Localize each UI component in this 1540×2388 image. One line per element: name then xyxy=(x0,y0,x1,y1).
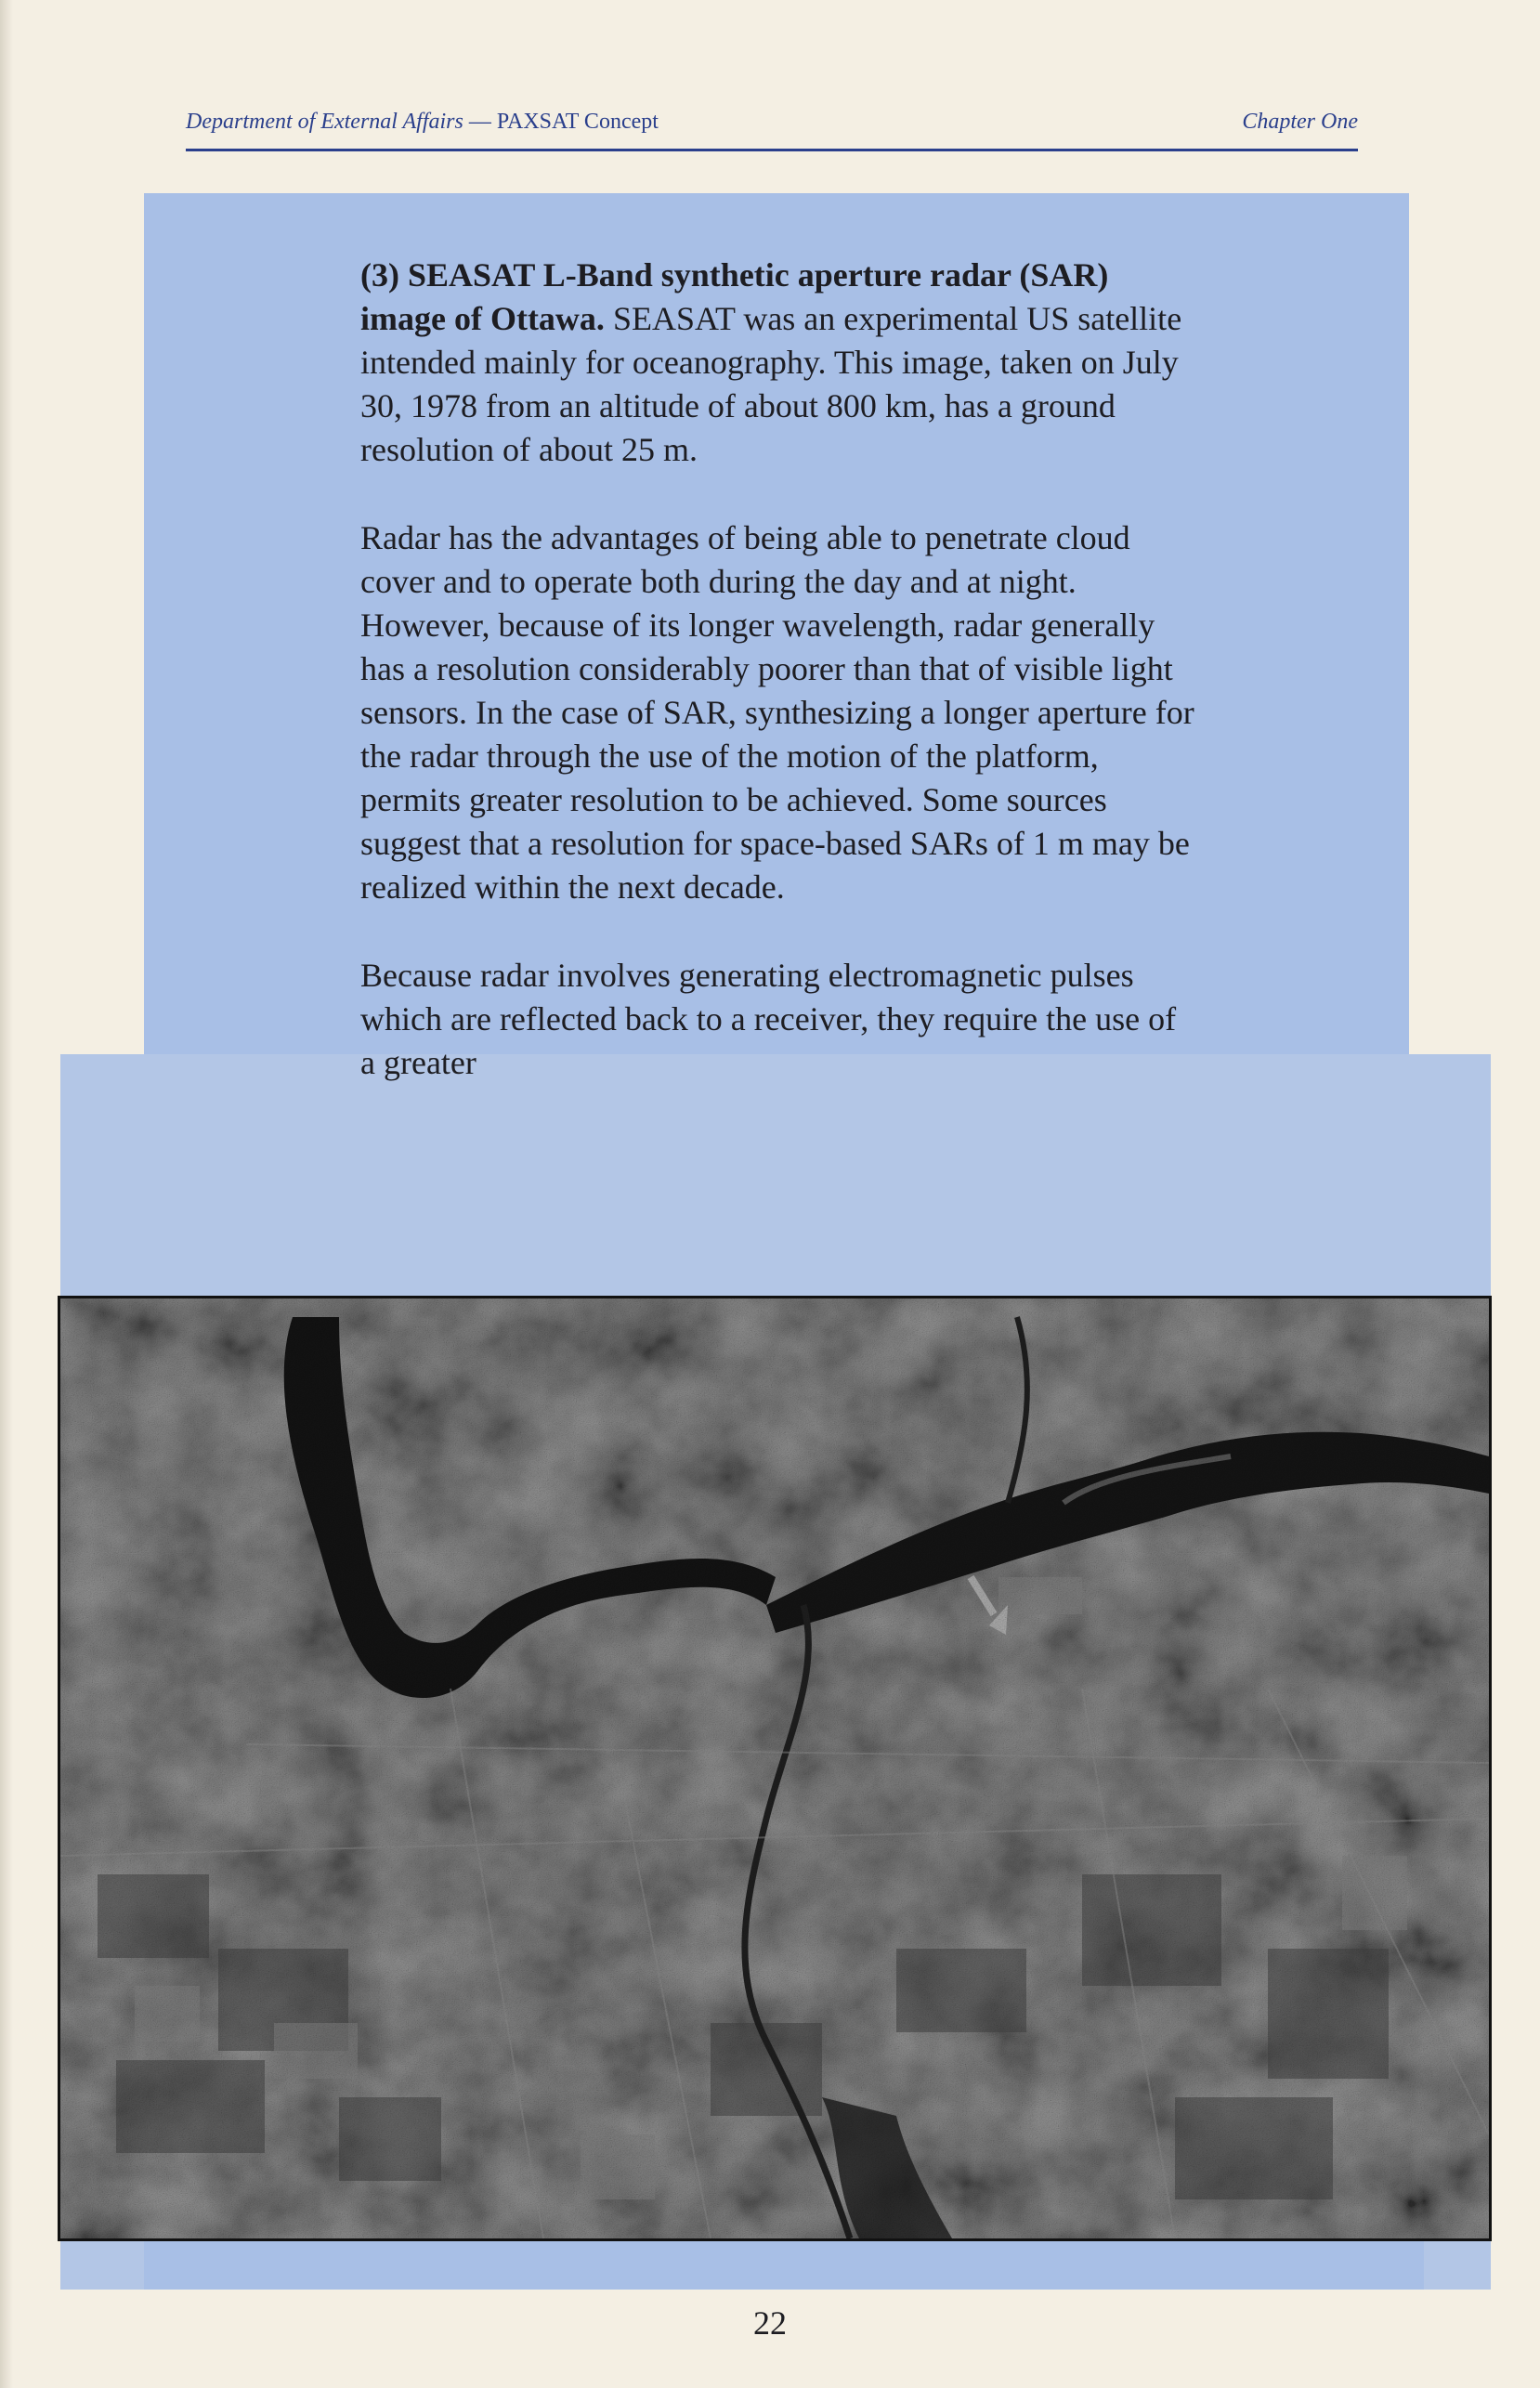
sar-image-ottawa xyxy=(58,1296,1492,2241)
speckle-noise xyxy=(60,1298,1489,2238)
page-number: 22 xyxy=(753,2304,787,2342)
paragraph-radar-advantages: Radar has the advantages of being able to penetrate cloud cover and to operate both during the day and at night. However, because of its longer wavelength, radar generally has a resolution considerably poorer than that of visible light sensors. In the case of SAR, synthesizing a longer aperture for the radar through the use of the motion of the platform, permits greater resolution to be achieved. Some sources suggest that a resolution for space-based SARs of 1 m may be realized within the next decade. xyxy=(360,519,1194,906)
page-edge xyxy=(0,0,13,2388)
text-block xyxy=(360,254,1196,1129)
caption-lead: (3) SEASAT L-Band synthetic aperture radar (SAR) image of Ottawa. xyxy=(360,256,1109,337)
caption-body: SEASAT was an experimental US satellite intended mainly for oceanography. This image, taken on July 30, 1978 from an altitude of about 800 km, has a ground resolution of about 25 m. xyxy=(360,300,1182,468)
sar-image-graphic xyxy=(60,1298,1489,2238)
header-department: Department of External Affairs xyxy=(186,110,463,134)
figure-caption xyxy=(360,254,1196,472)
header-chapter: Chapter One xyxy=(1242,110,1358,134)
paragraph-radar-pulses: Because radar involves generating electromagnetic pulses which are reflected back to a receiver, they require the use of a greater xyxy=(360,957,1177,1081)
header-left xyxy=(186,110,659,135)
header-separator: — xyxy=(468,110,491,134)
header-subtitle: PAXSAT Concept xyxy=(496,110,659,134)
running-header xyxy=(186,104,1358,151)
